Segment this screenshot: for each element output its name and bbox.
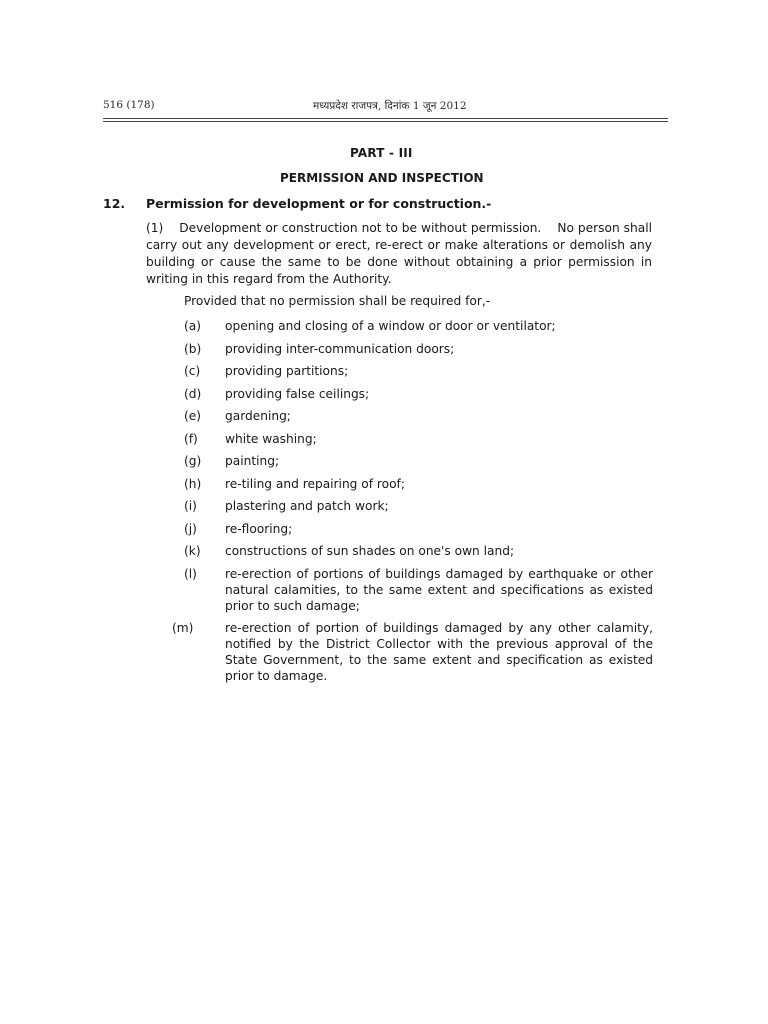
list-item-j xyxy=(0,521,768,537)
item-label: (e) xyxy=(184,409,202,423)
gazette-date-line: मध्यप्रदेश राजपत्र, दिनांक 1 जून 2012 xyxy=(313,100,467,112)
header-rule-bottom xyxy=(103,121,668,122)
item-text: providing partitions; xyxy=(225,364,349,378)
item-text: plastering and patch work; xyxy=(225,499,389,513)
item-label: (f) xyxy=(184,431,198,446)
item-label: (g) xyxy=(184,454,202,468)
item-label: (l) xyxy=(184,566,197,581)
list-item-k xyxy=(0,543,768,559)
item-text: painting; xyxy=(225,454,280,468)
clause-paragraph: (1) Development or construction not to be without permission. No person shall carry out any development or erect, re-erect or make alterations or demolish any building or cause the same to be done without obtaining a prior permission in writing in this regard from the Authority. xyxy=(146,221,656,286)
item-text: re-erection of portion of buildings damaged by any other calamity, notified by the District Collector with the previous approval of the State Government, to the same extent and specification as existed prior to damage. xyxy=(225,621,653,683)
item-text: re-tiling and repairing of roof; xyxy=(225,476,405,491)
item-text: constructions of sun shades on one's own land; xyxy=(225,544,515,558)
item-label: (d) xyxy=(184,386,202,401)
section-title: PERMISSION AND INSPECTION xyxy=(280,171,484,185)
list-item-a xyxy=(0,318,768,334)
list-item-h xyxy=(0,476,768,492)
item-label: (m) xyxy=(172,621,194,635)
list-item-c xyxy=(0,363,768,379)
item-label: (h) xyxy=(184,476,202,491)
page-header xyxy=(103,96,668,118)
list-item-g xyxy=(0,453,768,469)
exemption-list xyxy=(0,318,768,691)
item-text: re-erection of portions of buildings damaged by earthquake or other natural calamities, to the same extent and specifications as existed prior to such damage; xyxy=(225,566,653,613)
list-item-m xyxy=(0,620,768,684)
list-item-e xyxy=(0,408,768,424)
clause-heading: Permission for development or for construction.- xyxy=(146,196,492,211)
clause-number: 12. xyxy=(103,196,126,211)
part-title: PART - III xyxy=(350,146,413,160)
item-text: gardening; xyxy=(225,409,291,423)
item-text: opening and closing of a window or door or ventilator; xyxy=(225,319,556,333)
item-label: (i) xyxy=(184,499,197,513)
header-rule-top xyxy=(103,118,668,119)
list-item-b xyxy=(0,341,768,357)
page-reference: 516 (178) xyxy=(103,99,155,111)
list-item-i xyxy=(0,498,768,514)
item-label: (k) xyxy=(184,544,201,558)
item-label: (c) xyxy=(184,364,201,378)
proviso-text: Provided that no permission shall be required for,- xyxy=(184,294,491,308)
item-label: (b) xyxy=(184,341,202,356)
item-text: providing false ceilings; xyxy=(225,386,370,401)
item-text: providing inter-communication doors; xyxy=(225,341,455,356)
item-text: white washing; xyxy=(225,431,317,446)
list-item-f xyxy=(0,431,768,447)
item-label: (j) xyxy=(184,521,197,536)
item-label: (a) xyxy=(184,319,201,333)
list-item-l xyxy=(0,566,768,614)
list-item-d xyxy=(0,386,768,402)
item-text: re-flooring; xyxy=(225,521,293,536)
